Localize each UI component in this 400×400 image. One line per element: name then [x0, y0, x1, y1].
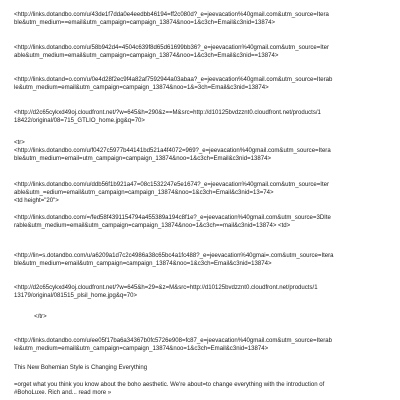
article-teaser — [14, 381, 394, 397]
text-line: <http://links.dotandbo.com/u/ee05f17ba6a34367b0fc5726e908=fc87_e=jeevacation%40gmail.com&utm_source=Iterab — [14, 338, 333, 344]
text-line: This New Bohemian Style is Changing Everything — [14, 365, 148, 371]
text-line: rable&utm_medium=email&utm_campaign=campaign_13874&noo=1&c3ch==mail&c3nid=13874> <td> — [14, 223, 291, 230]
tracking-link-block-3[interactable] — [14, 76, 394, 92]
text-line: <http://links.dotandbo.com/u/43de1f7dda0e4eedbb46194=ff2c080d?_e=jeevacation%40gmail.com&utm_source=Itera — [14, 12, 329, 18]
tracking-link-block-5[interactable] — [14, 214, 394, 230]
tracking-link-block-1[interactable] — [14, 11, 394, 27]
text-line: <http://links.dotandbo.com/=/fed58f4391154794a455389a194c8f1e?_e=jeevacation%40gmail.com&utm_source=3DIte — [14, 215, 331, 221]
read-more-link[interactable]: #BohoLuxe. Rich and... read more » — [14, 390, 112, 397]
text-line: 13179/original/081515_plsil_home.jpg&q=70> — [14, 293, 138, 300]
table-row-markup-block[interactable] — [14, 139, 394, 164]
text-line: <http://lin=s.dotandbo.com/u/a6209a1d7c2c4986a38c65bc4a1fc488?_e=jeevacation%40gmai=.com&utm_source=Itera — [14, 253, 334, 259]
text-line: <http://links.dotand=o.com/u/0e4d28f2ec9f4a82af7592944a03abaa?_e=jeevacation%40gmail.com&utm_source=Iterab — [14, 77, 333, 83]
text-line: <http://links.dotandbo.com/u/ddb56f1b921a47=08c1532247e5e1674?_e=jeevacation%40gmail.com&utm_source=Iter — [14, 182, 330, 188]
text-line: <tr> — [14, 140, 25, 146]
text-line: able&utm_=edium=email&utm_campaign=campaign_13874&noo=1&c3ch=Email&c3nid=13=74> — [14, 190, 274, 197]
tracking-link-block-7[interactable] — [14, 337, 394, 353]
text-line: ble&utm_medium=email=utm_campaign=campaign_13874&noo=1&c3ch=Email&c3nid=13874> — [14, 156, 271, 163]
image-link-block-1[interactable] — [14, 109, 394, 125]
article-headline — [14, 364, 394, 372]
text-line: le&utm_medium=email&utm_campaign=campaign_13874&noo=1&=3ch=Email&c3nid=13874> — [14, 85, 269, 92]
text-line: <http://links.dotandbo.com/u/f0427c5977b44141bd521a4f4072=969?_e=jeevacation%40gmail.com&utm_source=Itera — [14, 148, 331, 155]
text-line: able&utm_medium=email&utm_campaign=campaign_13874&noo=1&c3ch=Email&c3nid==13874> — [14, 53, 279, 60]
tracking-link-block-2[interactable] — [14, 44, 394, 60]
text-line: ble&utm_medium=email&utm_campaign=campaign_13874&noo=1&c3ch=Email&c3nid=13874> — [14, 261, 272, 268]
text-line: 18422/original/08=715_GTLIO_home.jpg&q=70> — [14, 118, 145, 125]
text-line: <td height="20"> — [14, 198, 59, 205]
tracking-link-block-6[interactable] — [14, 252, 394, 268]
text-line: le&utm_medium=email&utm_campaign=campaign_13874&noo=1&c3ch=Email&c3nid=13874> — [14, 346, 269, 353]
text-line: ble&utm_medium==email&utm_campaign=campaign_13874&noo=1&c3ch=Email&c3nid=13874> — [14, 20, 276, 27]
tracking-link-block-4[interactable] — [14, 181, 394, 206]
text-line: <http://d2c65cykxd49oj.cloudfront.net/?w=645&h=29=&z=M&src=http://d10125bvdzznt0.cloudfront.net/products/1 — [14, 285, 318, 291]
text-line: </tr> — [14, 314, 47, 320]
image-link-block-2[interactable] — [14, 284, 394, 300]
text-line: <http://d2c65cykxd49oj.cloudfront.net/?w=645&h=290&z==M&src=http://d10125bvdzznt0.cloudfront.net/products/1 — [14, 110, 321, 116]
text-line: =orget what you think you know about the boho aesthetic. We're about=to change everything with the introduction of — [14, 382, 325, 388]
closing-tr-tag — [14, 313, 394, 321]
text-line: <http://links.dotandbo.com/u/58b942d4=4504c639f8d65d61699bb36?_e=jeevacation%40gmail.com&utm_source=Iter — [14, 45, 330, 51]
